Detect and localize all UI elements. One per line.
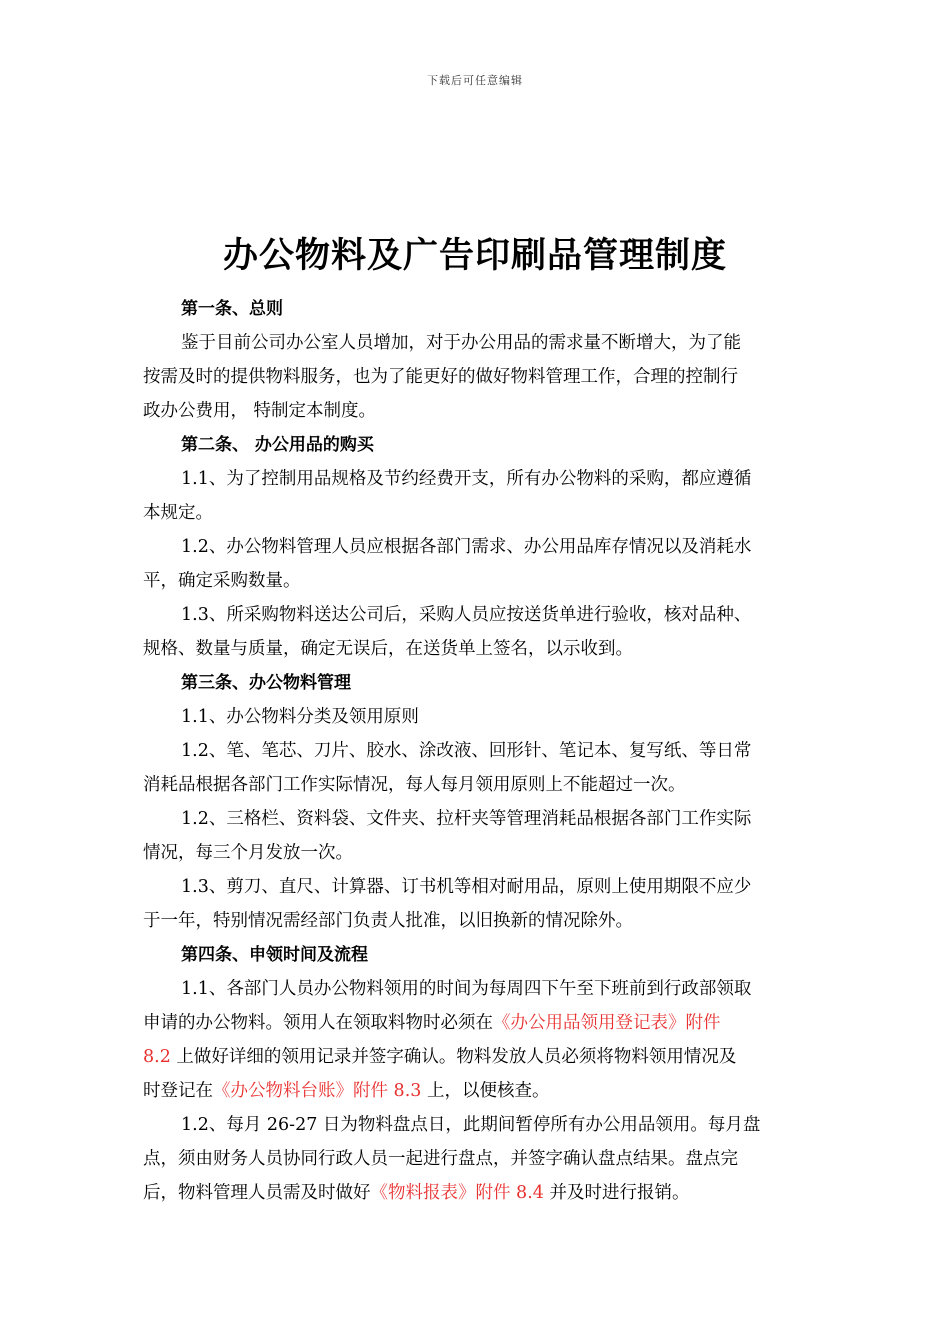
section-4-heading: 第四条、申领时间及流程 <box>181 945 368 965</box>
section-1-heading: 第一条、总则 <box>181 299 283 319</box>
section-4-paragraph-line: 1.1、各部门人员办公物料领用的时间为每周四下午至下班前到行政部领取 <box>181 979 752 999</box>
form-reference-link: 8.2 <box>143 1047 171 1067</box>
section-2-paragraph-line: 规格、数量与质量，确定无误后，在送货单上签名，以示收到。 <box>143 639 633 659</box>
section-2-heading: 第二条、 办公用品的购买 <box>181 435 374 455</box>
form-reference-link: 《办公用品领用登记表》附件 <box>493 1013 721 1033</box>
section-4-paragraph-line <box>143 1176 808 1210</box>
body-text: 上，以便核查。 <box>421 1081 550 1101</box>
body-text: 后，物料管理人员需及时做好 <box>143 1183 371 1203</box>
body-text: 时登记在 <box>143 1081 213 1101</box>
section-2-paragraph-line: 1.3、所采购物料送达公司后，采购人员应按送货单进行验收，核对品种、 <box>181 605 752 625</box>
form-reference-link: 《办公物料台账》附件 8.3 <box>213 1081 422 1101</box>
section-2-paragraph-line: 本规定。 <box>143 503 213 523</box>
section-3-paragraph-line: 1.3、剪刀、直尺、计算器、订书机等相对耐用品，原则上使用期限不应少 <box>181 877 752 897</box>
section-3-paragraph-line: 情况，每三个月发放一次。 <box>143 843 353 863</box>
section-3-paragraph-line: 消耗品根据各部门工作实际情况，每人每月领用原则上不能超过一次。 <box>143 775 686 795</box>
section-3-heading: 第三条、办公物料管理 <box>181 673 351 693</box>
section-4-paragraph-line <box>143 1006 808 1040</box>
body-text: 并及时进行报销。 <box>543 1183 690 1203</box>
section-1-paragraph-line: 政办公费用， 特制定本制度。 <box>143 401 377 421</box>
document-body <box>143 292 808 1210</box>
section-4-paragraph-line <box>143 1074 808 1108</box>
section-1-paragraph-line: 鉴于目前公司办公室人员增加，对于办公用品的需求量不断增大，为了能 <box>181 333 741 353</box>
section-4-paragraph-line: 点，须由财务人员协同行政人员一起进行盘点，并签字确认盘点结果。盘点完 <box>143 1149 738 1169</box>
document-title: 办公物料及广告印刷品管理制度 <box>222 235 727 276</box>
section-3-paragraph-line: 1.2、三格栏、资料袋、文件夹、拉杆夹等管理消耗品根据各部门工作实际 <box>181 809 752 829</box>
section-3-paragraph-line: 于一年，特别情况需经部门负责人批准，以旧换新的情况除外。 <box>143 911 633 931</box>
section-3-paragraph-line: 1.2、笔、笔芯、刀片、胶水、涂改液、回形针、笔记本、复写纸、等日常 <box>181 741 752 761</box>
body-text: 申请的办公物料。领用人在领取料物时必须在 <box>143 1013 493 1033</box>
header-note: 下载后可任意编辑 <box>427 74 523 87</box>
section-2-paragraph-line: 1.1、为了控制用品规格及节约经费开支，所有办公物料的采购，都应遵循 <box>181 469 752 489</box>
form-reference-link: 《物料报表》附件 8.4 <box>370 1183 544 1203</box>
section-4-paragraph-line: 1.2、每月 26-27 日为物料盘点日，此期间暂停所有办公用品领用。每月盘 <box>181 1115 761 1135</box>
body-text: 上做好详细的领用记录并签字确认。物料发放人员必须将物料领用情况及 <box>170 1047 737 1067</box>
section-1-paragraph-line: 按需及时的提供物料服务，也为了能更好的做好物料管理工作，合理的控制行 <box>143 367 738 387</box>
section-2-paragraph-line: 平，确定采购数量。 <box>143 571 301 591</box>
section-2-paragraph-line: 1.2、办公物料管理人员应根据各部门需求、办公用品库存情况以及消耗水 <box>181 537 752 557</box>
section-3-paragraph-line: 1.1、办公物料分类及领用原则 <box>181 707 419 727</box>
section-4-paragraph-line <box>143 1040 808 1074</box>
